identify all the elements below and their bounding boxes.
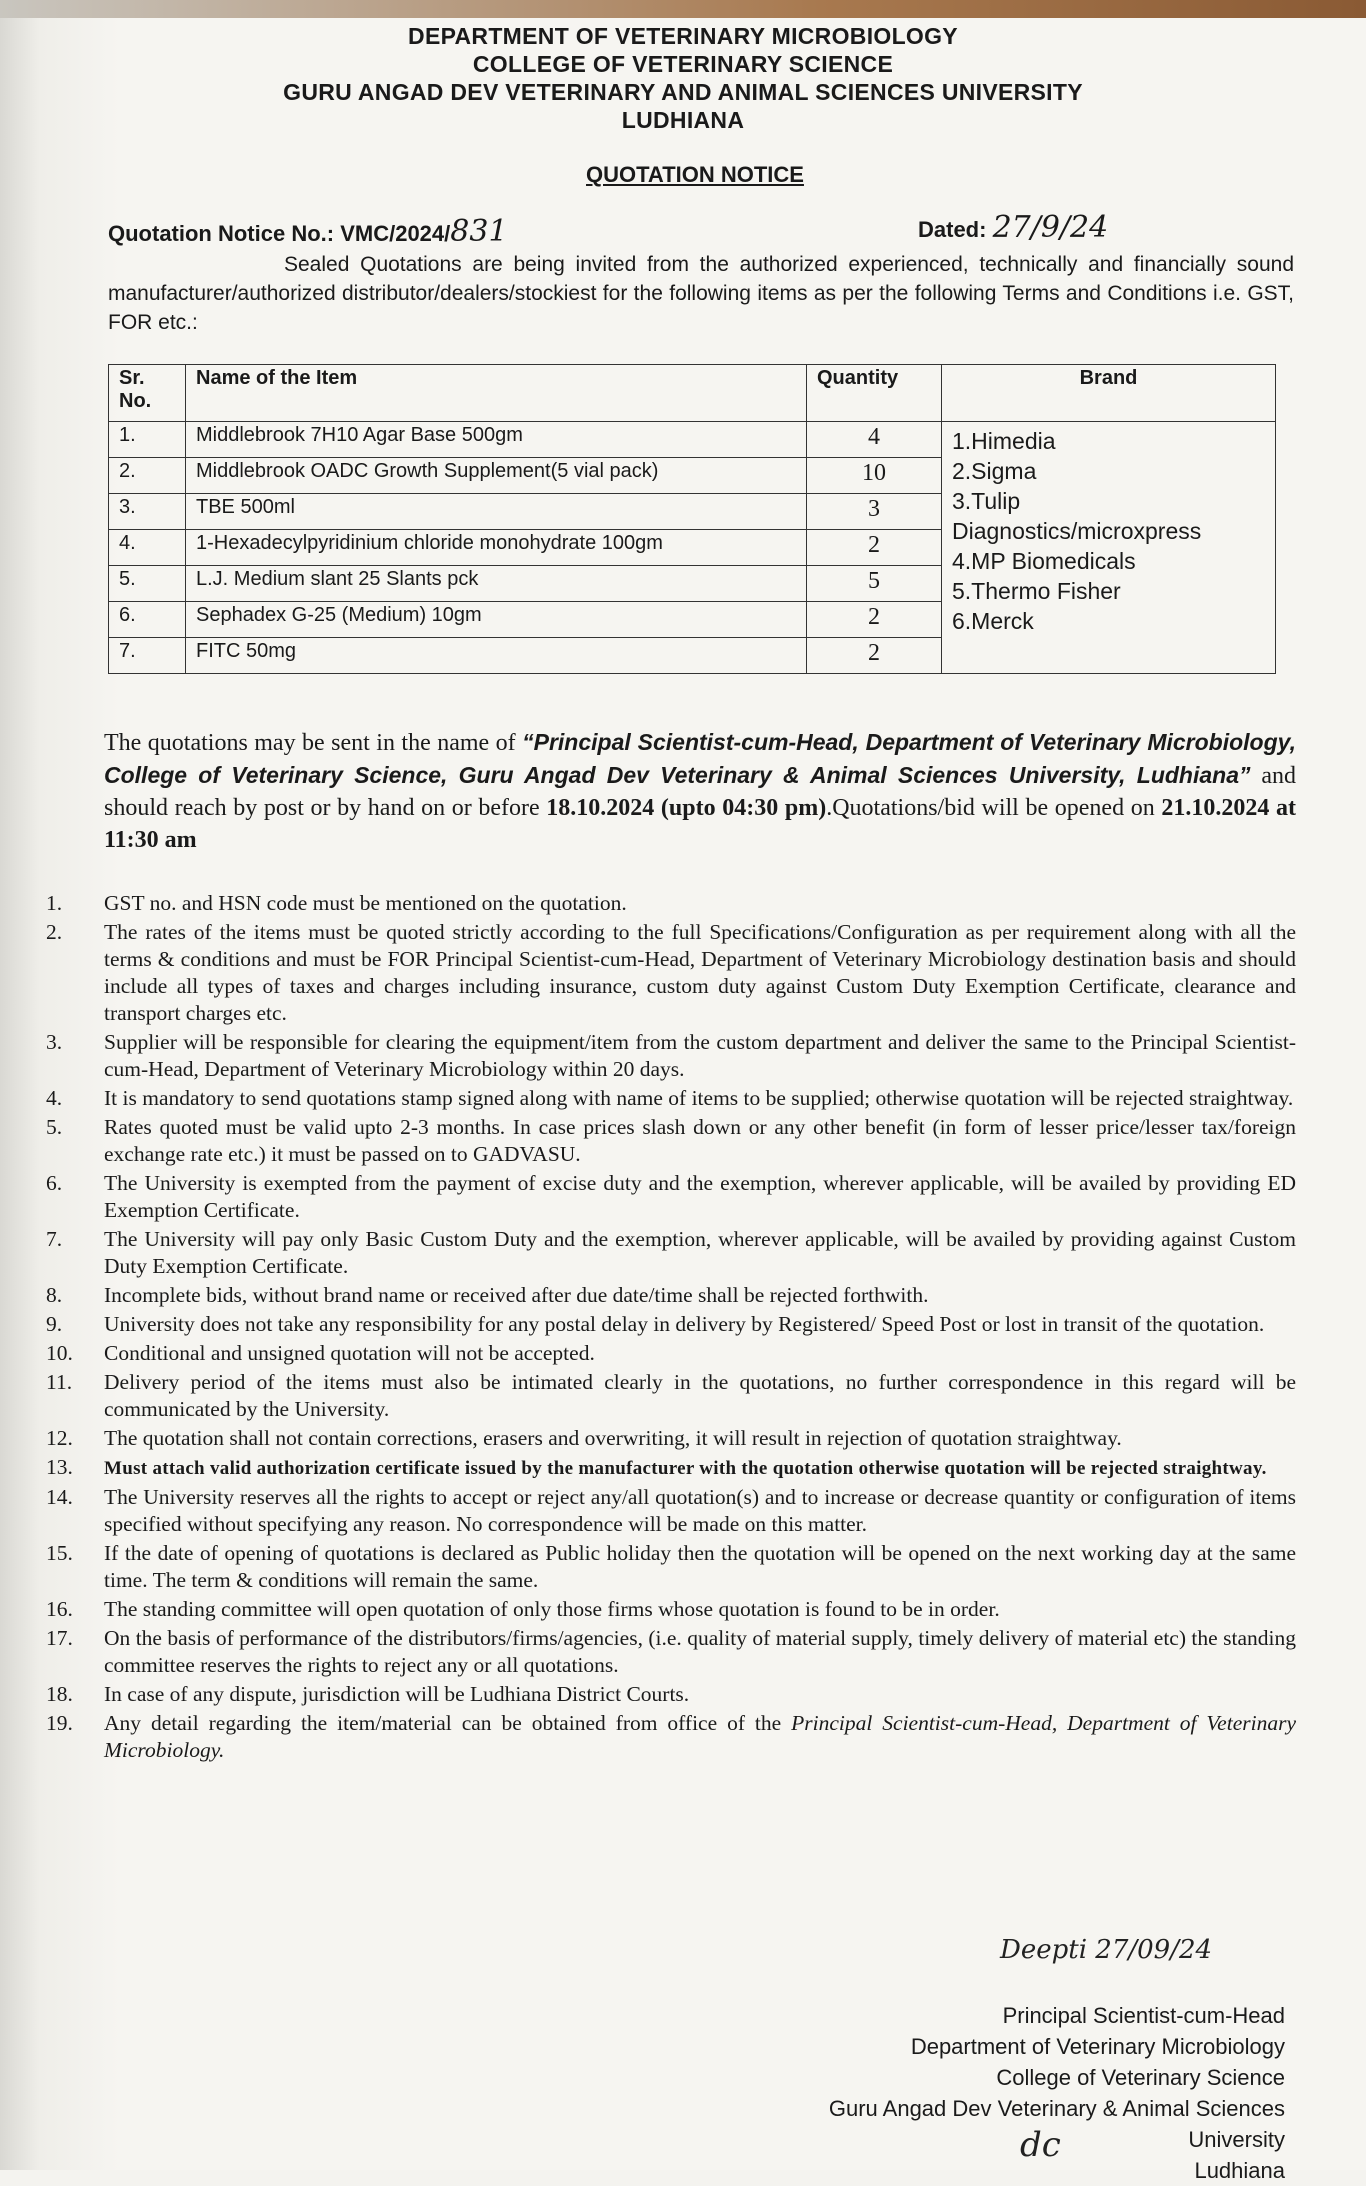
table-header-row (109, 365, 1276, 422)
list-item (46, 1085, 1296, 1112)
notice-number (108, 214, 508, 249)
term-number: 2. (46, 920, 63, 944)
submission-paragraph (104, 726, 1296, 856)
term-number: 18. (46, 1682, 73, 1706)
dated-label: Dated: (918, 217, 987, 242)
notice-number-handwritten: 831 (450, 214, 508, 249)
list-item (46, 1425, 1296, 1452)
col-item-name: Name of the Item (186, 365, 807, 422)
university-name: GURU ANGAD DEV VETERINARY AND ANIMAL SCIENCES UNIVERSITY (283, 79, 1083, 105)
list-item (46, 1625, 1296, 1679)
items-table (108, 364, 1276, 674)
term-number: 17. (46, 1626, 73, 1650)
row-sr: 4. (109, 530, 186, 566)
row-item: 1-Hexadecylpyridinium chloride monohydrate 100gm (186, 530, 807, 566)
term-text: In case of any dispute, jurisdiction will be Ludhiana District Courts. (104, 1682, 690, 1706)
department-name: DEPARTMENT OF VETERINARY MICROBIOLOGY (408, 23, 958, 49)
brand-item: 3.Tulip Diagnostics/microxpress (952, 488, 1202, 544)
term-text: GST no. and HSN code must be mentioned on the quotation. (104, 891, 627, 915)
term-number: 12. (46, 1426, 73, 1450)
list-item (46, 1311, 1296, 1338)
term-text: The quotation shall not contain corrections, erasers and overwriting, it will result in rejection of quotation straightway. (104, 1426, 1122, 1450)
term-number: 13. (46, 1455, 73, 1479)
row-sr: 2. (109, 458, 186, 494)
dated-handwritten: 27/9/24 (992, 210, 1109, 245)
signatory-department: Department of Veterinary Microbiology (910, 2034, 1285, 2059)
term-text: It is mandatory to send quotations stamp signed along with name of items to be supplied; otherwise quotation will be rejected straightway. (104, 1086, 1294, 1110)
term-text: Delivery period of the items must also be intimated clearly in the quotations, no further correspondence in this regard will be communicated by the University. (104, 1370, 1296, 1421)
handwritten-initials: dc (1020, 2125, 1061, 2165)
row-sr: 6. (109, 602, 186, 638)
list-item (46, 1596, 1296, 1623)
opening-date: 21.10.2024 at 11:30 am (104, 795, 1296, 853)
col-brand: Brand (942, 365, 1276, 422)
term-number: 3. (46, 1030, 63, 1054)
list-item (46, 1369, 1296, 1423)
list-item (46, 1114, 1296, 1168)
notice-date (918, 210, 1108, 245)
row-item: Middlebrook OADC Growth Supplement(5 vial pack) (186, 458, 807, 494)
list-item (46, 1484, 1296, 1538)
list-item (46, 1340, 1296, 1367)
term-text: Must attach valid authorization certificate issued by the manufacturer with the quotation otherwise quotation will be rejected straightway. (104, 1458, 1267, 1479)
brand-list (942, 422, 1276, 674)
table-row (109, 422, 1276, 458)
term-text-italic: Principal Scientist-cum-Head, Department of Veterinary Microbiology. (104, 1711, 1296, 1762)
term-number: 4. (46, 1086, 63, 1110)
term-text: The University will pay only Basic Custom Duty and the exemption, wherever applicable, will be availed by providing against Custom Duty Exemption Certificate. (104, 1227, 1296, 1278)
term-number: 7. (46, 1227, 63, 1251)
term-number: 16. (46, 1597, 73, 1621)
term-text: The University is exempted from the payment of excise duty and the exemption, wherever applicable, will be availed by providing ED Exemption Certificate. (104, 1171, 1296, 1222)
signatory-city: Ludhiana (1194, 2158, 1285, 2183)
term-text: If the date of opening of quotations is declared as Public holiday then the quotation will be opened on the next working day at the same time. The term & conditions will remain the same. (104, 1541, 1296, 1592)
list-item (46, 1454, 1296, 1482)
list-item (46, 1226, 1296, 1280)
row-sr: 3. (109, 494, 186, 530)
term-number: 1. (46, 891, 63, 915)
terms-list (46, 890, 1296, 1766)
list-item (46, 890, 1296, 917)
handwritten-signature: Deepti 27/09/24 (1000, 1935, 1213, 1965)
brand-item: 6.Merck (952, 608, 1034, 634)
term-text: On the basis of performance of the distributors/firms/agencies, (i.e. quality of material supply, timely delivery of material etc) the standing committee reserves the rights to reject any or all quotations. (104, 1626, 1296, 1677)
note-part-1: The quotations may be sent in the name of (104, 730, 523, 756)
list-item (46, 1029, 1296, 1083)
notice-title: QUOTATION NOTICE (586, 162, 804, 187)
row-item: Sephadex G-25 (Medium) 10gm (186, 602, 807, 638)
intro-paragraph: Sealed Quotations are being invited from the authorized experienced, technically and financially sound manufacturer/authorized distributor/dealers/stockiest for the following items as per the following Terms and Conditions i.e. GST, FOR etc.: (108, 253, 1294, 334)
row-qty: 4 (807, 422, 942, 458)
term-number: 10. (46, 1341, 73, 1365)
row-item: L.J. Medium slant 25 Slants pck (186, 566, 807, 602)
brand-item: 5.Thermo Fisher (952, 578, 1121, 604)
term-number: 9. (46, 1312, 63, 1336)
term-number: 19. (46, 1711, 73, 1735)
row-item: TBE 500ml (186, 494, 807, 530)
row-qty: 2 (807, 602, 942, 638)
term-text: Rates quoted must be valid upto 2-3 months. In case prices slash down or any other benefit (in form of lesser price/lesser tax/foreign exchange rate etc.) it must be passed on to GADVASU. (104, 1115, 1296, 1166)
city-name: LUDHIANA (621, 107, 745, 133)
term-text: Incomplete bids, without brand name or received after due date/time shall be rejected forthwith. (104, 1283, 929, 1307)
row-qty: 2 (807, 530, 942, 566)
term-number: 8. (46, 1283, 63, 1307)
term-text: Any detail regarding the item/material can be obtained from office of the (104, 1711, 792, 1735)
list-item (46, 1681, 1296, 1708)
list-item (46, 1170, 1296, 1224)
brand-item: 1.Himedia (952, 428, 1056, 454)
letterhead (0, 22, 1366, 134)
list-item (46, 919, 1296, 1027)
term-text: The rates of the items must be quoted strictly according to the full Specifications/Configuration as per requirement along with all the terms & conditions and must be FOR Principal Scientist-cum-Head, Department of Veterinary Microbiology destination basis and should include all types of taxes and charges including insurance, custom duty against Custom Duty Exemption Certificate, clearance and transport charges etc. (104, 920, 1296, 1025)
term-number: 15. (46, 1541, 73, 1565)
row-sr: 7. (109, 638, 186, 674)
term-number: 11. (46, 1370, 73, 1394)
term-text: The standing committee will open quotation of only those firms whose quotation is found to be in order. (104, 1597, 1000, 1621)
photo-edge (0, 0, 1366, 18)
term-number: 14. (46, 1485, 73, 1509)
list-item (46, 1282, 1296, 1309)
term-text: The University reserves all the rights to accept or reject any/all quotation(s) and to increase or decrease quantity or configuration of items specified without specifying any reason. No correspondence will be made on this matter. (104, 1485, 1296, 1536)
col-quantity: Quantity (807, 365, 942, 422)
note-part-3: .Quotations/bid will be opened on (826, 795, 1162, 821)
note-part-2: and should reach by post or by hand on or before (104, 763, 1296, 821)
payee-name: “Principal Scientist-cum-Head, Department of Veterinary Microbiology, College of Veterinary Science, Guru Angad Dev Veterinary & Animal Sciences University, Ludhiana” (104, 729, 1296, 788)
term-number: 6. (46, 1171, 63, 1195)
row-qty: 3 (807, 494, 942, 530)
signatory-title: Principal Scientist-cum-Head (1002, 2003, 1285, 2028)
college-name: COLLEGE OF VETERINARY SCIENCE (472, 51, 894, 77)
list-item (46, 1710, 1296, 1764)
term-text: Supplier will be responsible for clearing the equipment/item from the custom department and deliver the same to the Principal Scientist-cum-Head, Department of Veterinary Microbiology within 20 days. (104, 1030, 1296, 1081)
row-qty: 5 (807, 566, 942, 602)
brand-item: 2.Sigma (952, 458, 1037, 484)
row-qty: 10 (807, 458, 942, 494)
col-sr-no: Sr. No. (109, 365, 186, 422)
term-text: Conditional and unsigned quotation will not be accepted. (104, 1341, 595, 1365)
due-date: 18.10.2024 (upto 04:30 pm) (546, 795, 827, 821)
term-text: University does not take any responsibility for any postal delay in delivery by Registered/ Speed Post or lost in transit of the quotation. (104, 1312, 1265, 1336)
row-qty: 2 (807, 638, 942, 674)
row-sr: 5. (109, 566, 186, 602)
signatory-university: Guru Angad Dev Veterinary & Animal Sciences University (828, 2096, 1285, 2152)
row-item: FITC 50mg (186, 638, 807, 674)
term-number: 5. (46, 1115, 63, 1139)
list-item (46, 1540, 1296, 1594)
brand-item: 4.MP Biomedicals (952, 548, 1136, 574)
row-sr: 1. (109, 422, 186, 458)
signatory-college: College of Veterinary Science (996, 2065, 1285, 2090)
row-item: Middlebrook 7H10 Agar Base 500gm (186, 422, 807, 458)
notice-number-label: Quotation Notice No.: VMC/2024/ (108, 221, 451, 246)
